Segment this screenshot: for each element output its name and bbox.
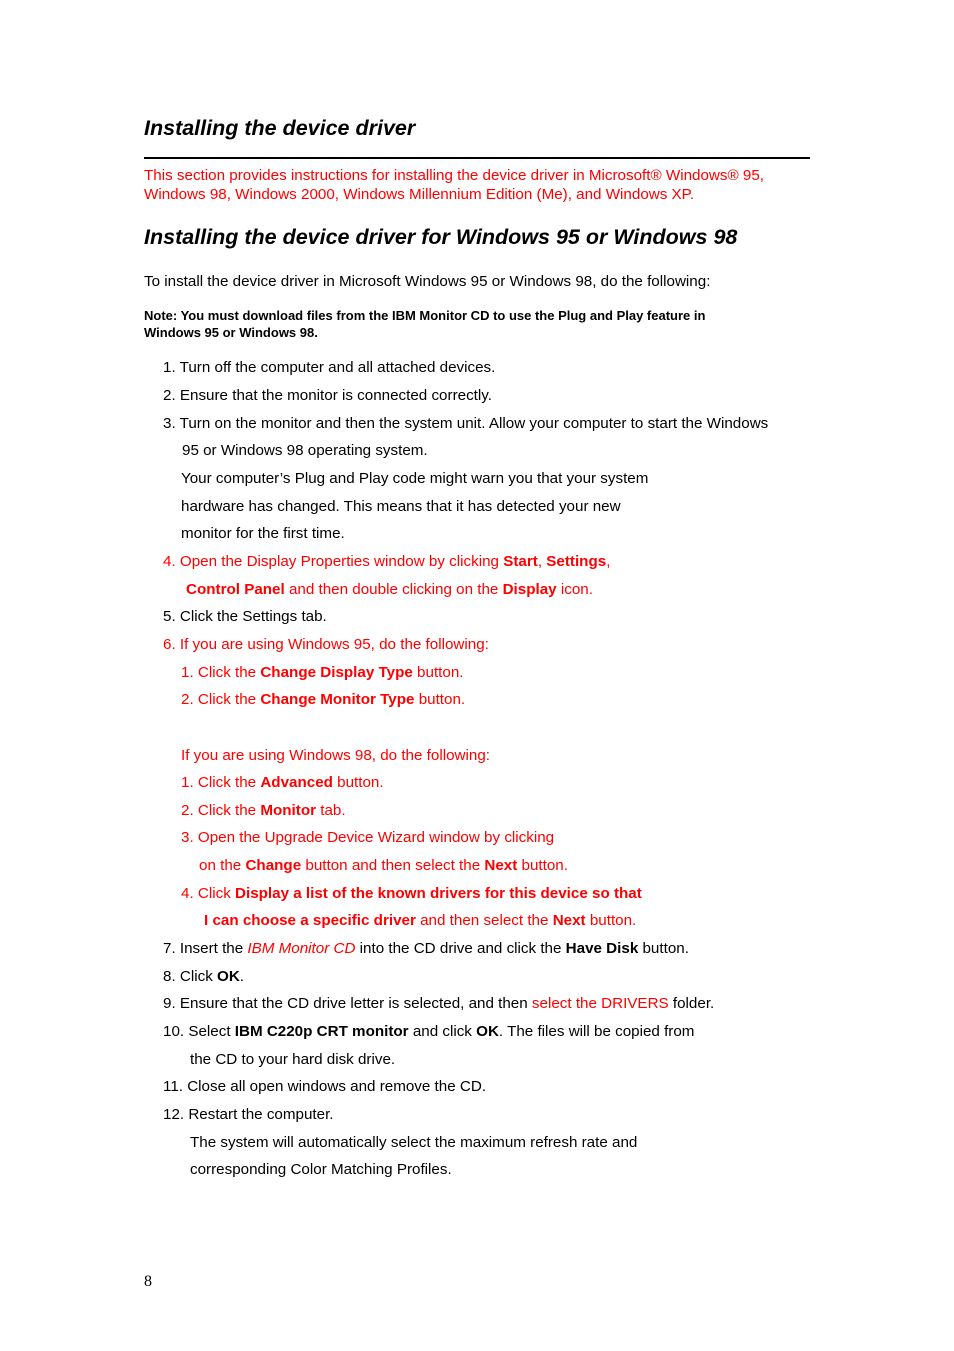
w98-4-next: Next — [552, 912, 586, 929]
intro-line-1: This section provides instructions for installing the device driver in Microsoft® Windows® 95, — [144, 167, 765, 184]
w95-substep-1 — [181, 664, 464, 682]
w98-4-text: 4. Click — [181, 885, 236, 902]
w98-substep-3-line-1: 3. Open the Upgrade Device Wizard window by clicking — [181, 829, 555, 846]
w95-1-bold: Change Display Type — [260, 664, 413, 681]
step-4-line-1 — [163, 553, 610, 571]
step-7-have-disk: Have Disk — [565, 940, 639, 957]
step-1: 1. Turn off the computer and all attached devices. — [163, 359, 496, 376]
step-4-icon-text: icon. — [556, 581, 593, 598]
step-8-text: 8. Click — [163, 968, 218, 985]
step-7 — [163, 940, 689, 958]
w95-1-tail: button. — [412, 664, 464, 681]
step-4-settings: Settings — [546, 553, 607, 570]
step-7-tail: button. — [638, 940, 689, 957]
w95-2-text: 2. Click the — [181, 691, 261, 708]
step-4-text: 4. Open the Display Properties window by clicking — [163, 553, 504, 570]
w95-2-bold: Change Monitor Type — [260, 691, 415, 708]
step-3-line-2: 95 or Windows 98 operating system. — [182, 442, 428, 459]
step-12-note-line-2: corresponding Color Matching Profiles. — [190, 1161, 452, 1178]
step-10-monitor: IBM C220p CRT monitor — [234, 1023, 409, 1040]
step-9 — [163, 995, 714, 1013]
step-3-note-line-1: Your computer’s Plug and Play code might warn you that your system — [181, 470, 649, 487]
step-9-drivers: select the DRIVERS — [531, 995, 669, 1012]
w98-4-tail: button. — [585, 912, 637, 929]
step-9-tail: folder. — [668, 995, 715, 1012]
w98-1-text: 1. Click the — [181, 774, 261, 791]
w98-1-bold: Advanced — [260, 774, 333, 791]
step-3-note-line-2: hardware has changed. This means that it has detected your new — [181, 498, 621, 515]
heading-installing-device-driver: Installing the device driver — [144, 116, 416, 140]
step-4-display: Display — [502, 581, 557, 598]
step-3-line-1: 3. Turn on the monitor and then the system unit. Allow your computer to start the Windows — [163, 415, 769, 432]
w98-intro: If you are using Windows 98, do the following: — [181, 747, 490, 764]
step-4-control-panel: Control Panel — [186, 581, 285, 598]
step-7-text: 7. Insert the — [163, 940, 248, 957]
w98-4-bold: Display a list of the known drivers for this device so that — [235, 885, 642, 902]
step-4-comma: , — [606, 553, 611, 570]
w98-3-text: on the — [199, 857, 246, 874]
w95-substep-2 — [181, 691, 465, 709]
step-8-ok: OK — [217, 968, 240, 985]
step-3-note-line-3: monitor for the first time. — [181, 525, 345, 542]
w98-4-bold-2: I can choose a specific driver — [204, 912, 416, 929]
w98-substep-4-line-2 — [204, 912, 636, 930]
w98-1-tail: button. — [332, 774, 384, 791]
step-9-text: 9. Ensure that the CD drive letter is selected, and then — [163, 995, 532, 1012]
page-number: 8 — [144, 1273, 152, 1290]
step-7-cd-name: IBM Monitor CD — [247, 940, 356, 957]
w95-1-text: 1. Click the — [181, 664, 261, 681]
heading-rule — [144, 157, 810, 159]
w98-2-text: 2. Click the — [181, 802, 261, 819]
step-7-text-2: into the CD drive and click the — [355, 940, 566, 957]
step-4-text-2: and then double clicking on the — [284, 581, 503, 598]
step-10-tail: . The files will be copied from — [498, 1023, 695, 1040]
w98-substep-2 — [181, 802, 346, 820]
w98-substep-4-line-1 — [181, 885, 642, 903]
step-2: 2. Ensure that the monitor is connected correctly. — [163, 387, 492, 404]
step-10-text-2: and click — [408, 1023, 477, 1040]
step-8 — [163, 968, 244, 986]
step-5: 5. Click the Settings tab. — [163, 608, 327, 625]
step-10-ok: OK — [476, 1023, 499, 1040]
w98-3-tail: button. — [517, 857, 568, 874]
w98-3-change: Change — [245, 857, 302, 874]
step-8-tail: . — [239, 968, 245, 985]
w98-3-next: Next — [484, 857, 518, 874]
heading-windows-95-98: Installing the device driver for Windows 95 or Windows 98 — [144, 225, 738, 249]
step-10-line-1 — [163, 1023, 694, 1041]
note-line-2: Windows 95 or Windows 98. — [144, 325, 318, 340]
step-4-line-2 — [186, 581, 593, 599]
step-4-start: Start — [503, 553, 538, 570]
step-10-text: 10. Select — [163, 1023, 235, 1040]
w98-substep-1 — [181, 774, 384, 792]
w98-2-tail: tab. — [316, 802, 346, 819]
w98-substep-3-line-2 — [199, 857, 568, 875]
w98-3-text-2: button and then select the — [301, 857, 485, 874]
step-6: 6. If you are using Windows 95, do the following: — [163, 636, 489, 653]
step-4-sep: , — [537, 553, 547, 570]
lead-paragraph: To install the device driver in Microsoft Windows 95 or Windows 98, do the following: — [144, 273, 711, 290]
w98-2-bold: Monitor — [260, 802, 317, 819]
step-12: 12. Restart the computer. — [163, 1106, 334, 1123]
w98-4-text-2: and then select the — [415, 912, 553, 929]
step-11: 11. Close all open windows and remove the CD. — [163, 1078, 487, 1095]
w95-2-tail: button. — [414, 691, 466, 708]
step-10-line-2: the CD to your hard disk drive. — [190, 1051, 396, 1068]
step-12-note-line-1: The system will automatically select the maximum refresh rate and — [190, 1134, 638, 1151]
note-line-1: Note: You must download files from the IBM Monitor CD to use the Plug and Play feature in — [144, 308, 706, 323]
intro-line-2: Windows 98, Windows 2000, Windows Millennium Edition (Me), and Windows XP. — [144, 186, 695, 203]
